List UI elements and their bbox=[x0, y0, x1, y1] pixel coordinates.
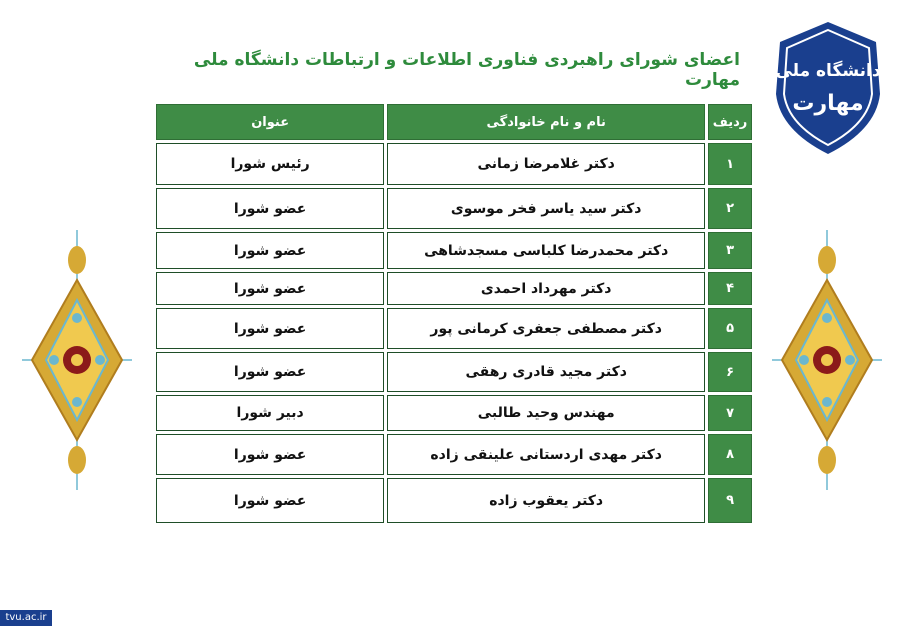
row-num: ۱ bbox=[708, 143, 752, 185]
header-num: ردیف bbox=[708, 104, 752, 140]
university-logo bbox=[768, 18, 888, 158]
member-name: دکتر یعقوب زاده bbox=[387, 478, 705, 523]
table-row bbox=[156, 188, 752, 229]
member-role: عضو شورا bbox=[156, 434, 384, 475]
member-role: عضو شورا bbox=[156, 272, 384, 305]
ornament-left bbox=[22, 230, 132, 490]
table-row bbox=[156, 434, 752, 475]
member-name: دکتر محمدرضا کلباسی مسجدشاهی bbox=[387, 232, 705, 269]
table-row bbox=[156, 272, 752, 305]
member-role: عضو شورا bbox=[156, 188, 384, 229]
table-row bbox=[156, 478, 752, 523]
member-name: دکتر مهدی اردستانی علینقی زاده bbox=[387, 434, 705, 475]
member-name: دکتر مصطفی جعفری کرمانی پور bbox=[387, 308, 705, 349]
header-name: نام و نام خانوادگی bbox=[387, 104, 705, 140]
member-role: عضو شورا bbox=[156, 232, 384, 269]
member-name: مهندس وحید طالبی bbox=[387, 395, 705, 431]
member-name: دکتر مهرداد احمدی bbox=[387, 272, 705, 305]
row-num: ۵ bbox=[708, 308, 752, 349]
member-role: عضو شورا bbox=[156, 352, 384, 392]
table-row bbox=[156, 232, 752, 269]
page-title: اعضای شورای راهبردی فناوری اطلاعات و ارتباطات دانشگاه ملی مهارت bbox=[193, 50, 740, 90]
member-name: دکتر سید یاسر فخر موسوی bbox=[387, 188, 705, 229]
member-role: عضو شورا bbox=[156, 478, 384, 523]
logo-text-line1: دانشگاه ملی bbox=[775, 61, 881, 81]
row-num: ۳ bbox=[708, 232, 752, 269]
row-num: ۷ bbox=[708, 395, 752, 431]
ornament-right bbox=[772, 230, 882, 490]
member-role: دبیر شورا bbox=[156, 395, 384, 431]
table-row bbox=[156, 308, 752, 349]
row-num: ۲ bbox=[708, 188, 752, 229]
row-num: ۴ bbox=[708, 272, 752, 305]
footer-site-link[interactable]: tvu.ac.ir bbox=[0, 610, 52, 626]
table-header-row bbox=[156, 104, 752, 140]
row-num: ۶ bbox=[708, 352, 752, 392]
members-table bbox=[153, 101, 755, 526]
table-row bbox=[156, 395, 752, 431]
row-num: ۹ bbox=[708, 478, 752, 523]
header-role: عنوان bbox=[156, 104, 384, 140]
member-name: دکتر مجید قادری رهقی bbox=[387, 352, 705, 392]
table-row bbox=[156, 352, 752, 392]
member-role: رئیس شورا bbox=[156, 143, 384, 185]
logo-text-line2: مهارت bbox=[792, 91, 864, 116]
table-row bbox=[156, 143, 752, 185]
member-role: عضو شورا bbox=[156, 308, 384, 349]
member-name: دکتر غلامرضا زمانی bbox=[387, 143, 705, 185]
row-num: ۸ bbox=[708, 434, 752, 475]
